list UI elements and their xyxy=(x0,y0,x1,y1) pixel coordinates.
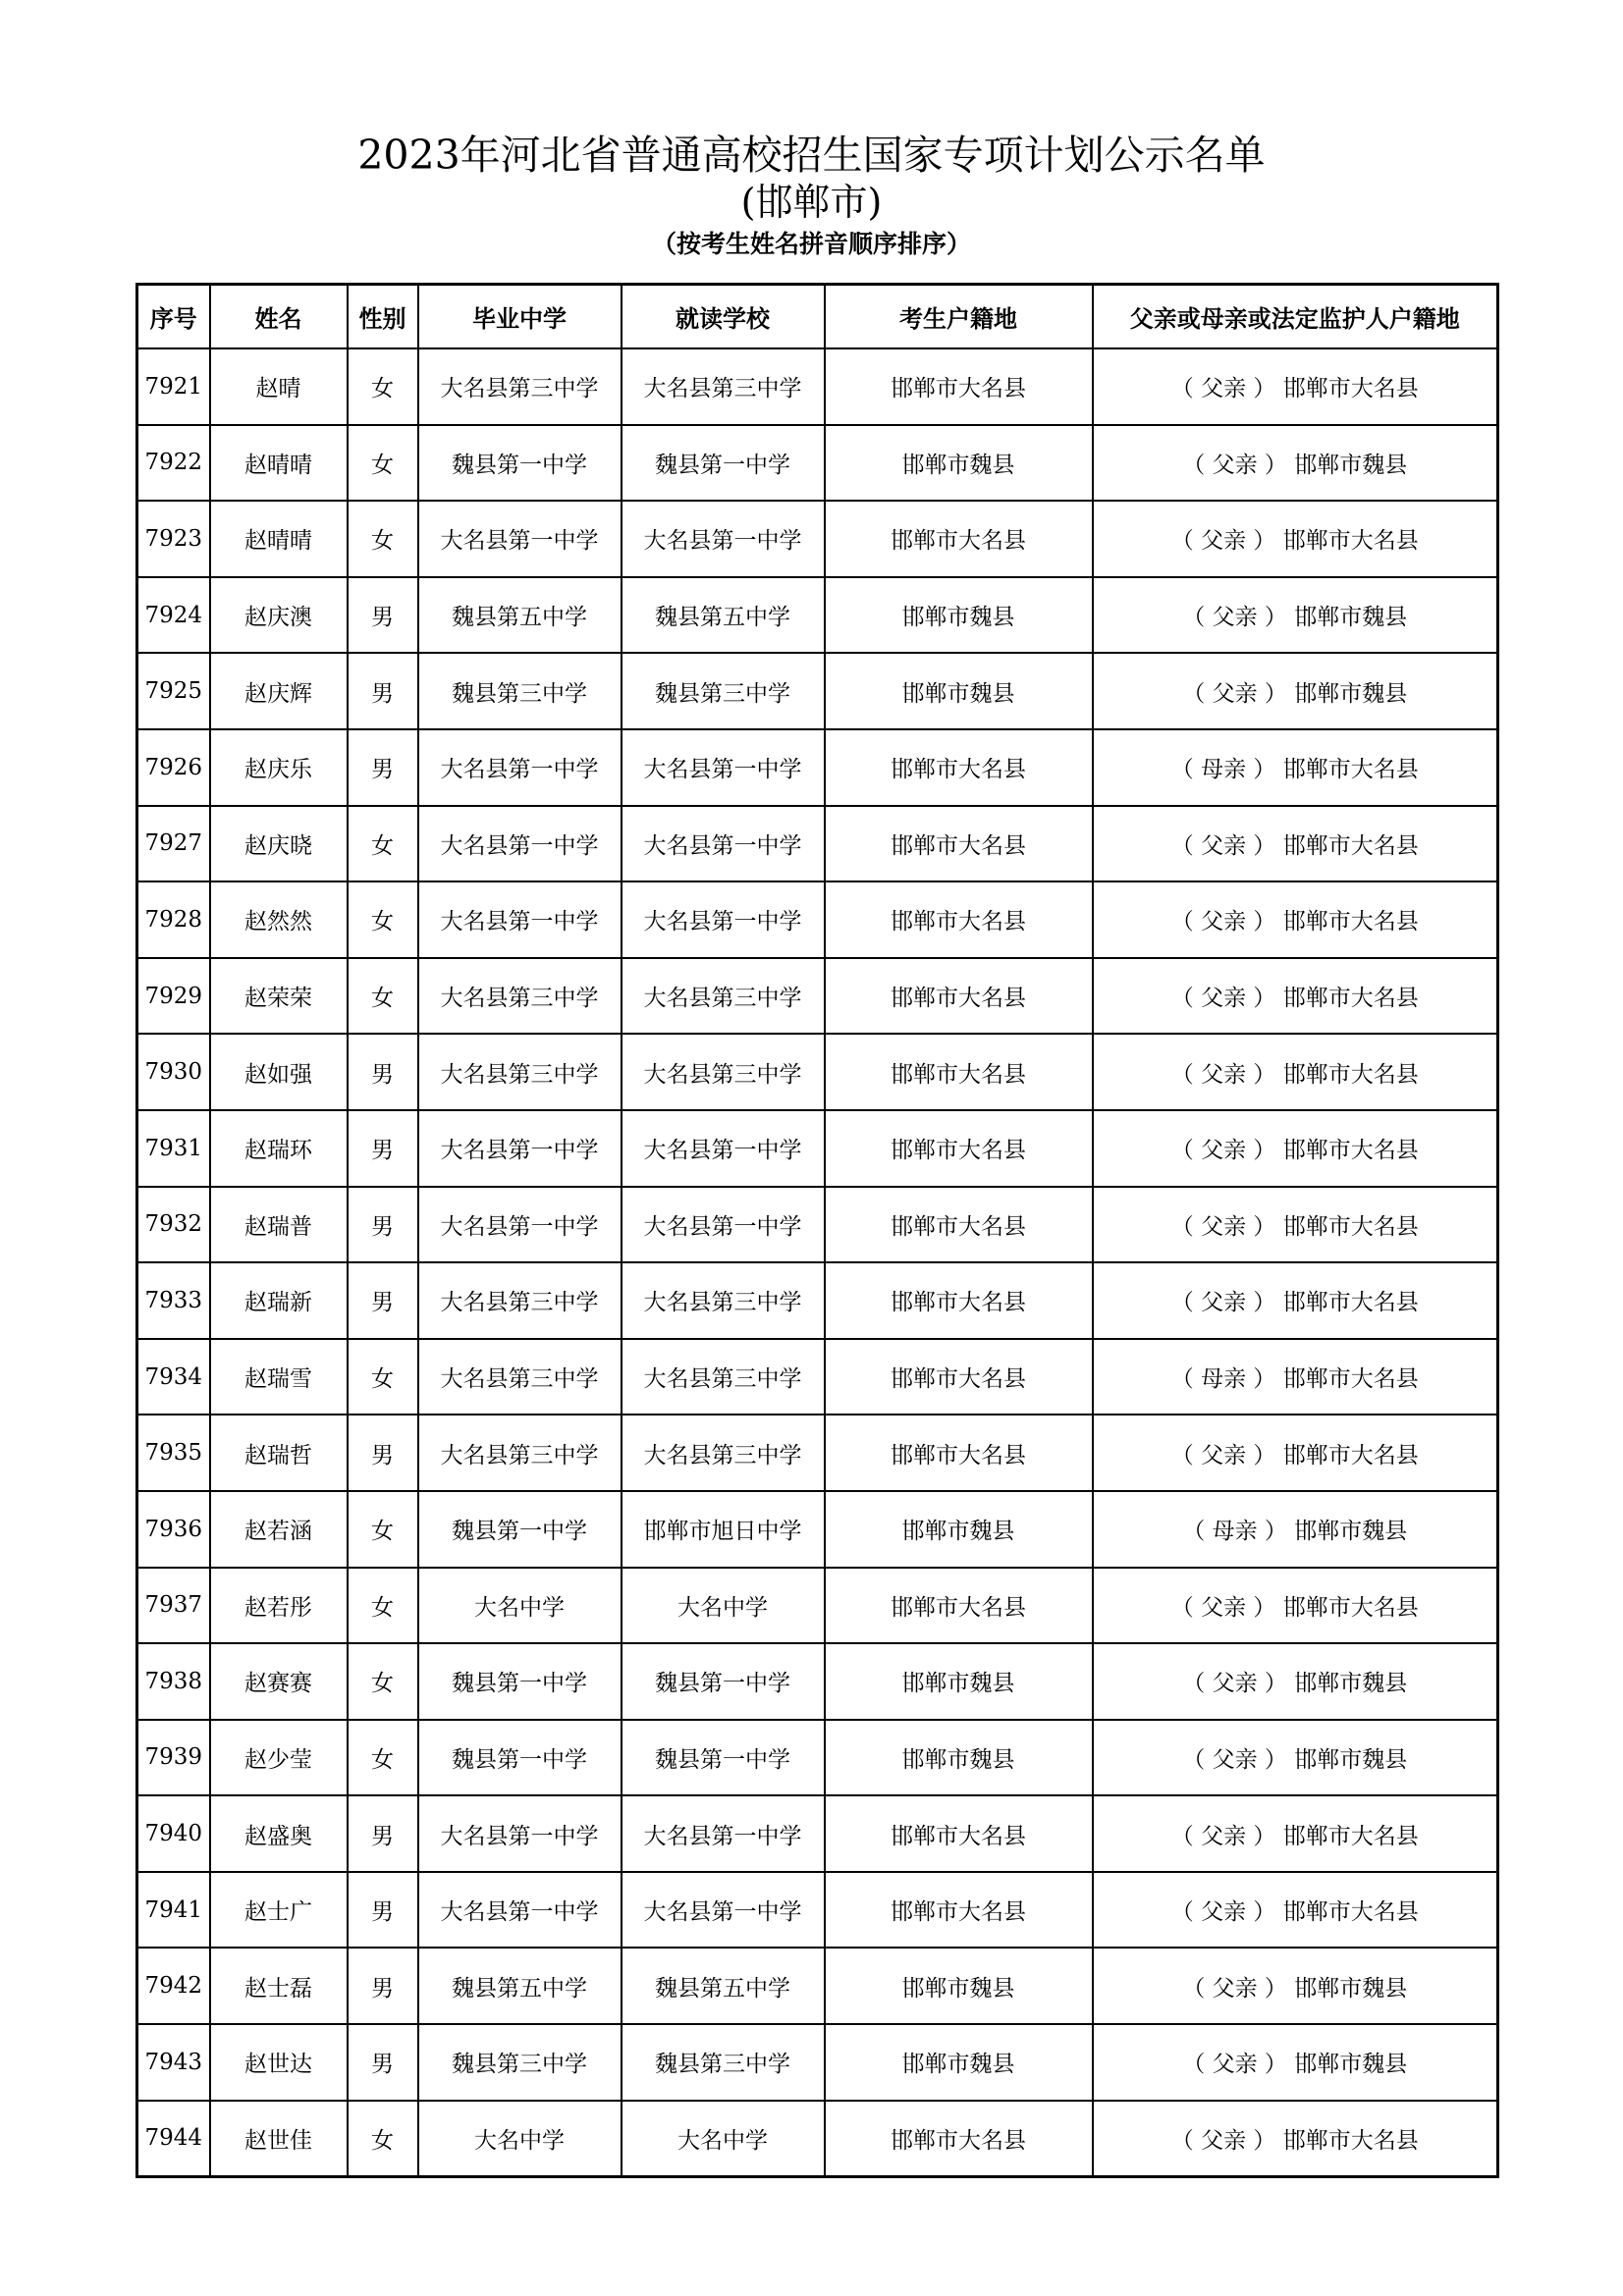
cell-gender: 女 xyxy=(348,1339,418,1415)
table-row xyxy=(137,1339,1498,1415)
cell-current-school: 大名县第三中学 xyxy=(622,1339,825,1415)
cell-name: 赵瑞环 xyxy=(210,1110,348,1187)
cell-guardian-hukou: （ 父亲 ） 邯郸市大名县 xyxy=(1093,1262,1498,1339)
cell-name: 赵少莹 xyxy=(210,1720,348,1796)
cell-current-school: 邯郸市旭日中学 xyxy=(622,1491,825,1568)
cell-name: 赵晴 xyxy=(210,348,348,425)
cell-name: 赵世佳 xyxy=(210,2101,348,2177)
cell-name: 赵瑞普 xyxy=(210,1187,348,1263)
cell-index: 7943 xyxy=(137,2024,210,2101)
cell-student-hukou: 邯郸市魏县 xyxy=(825,425,1093,502)
table-row xyxy=(137,1948,1498,2024)
cell-current-school: 魏县第五中学 xyxy=(622,577,825,654)
table-row xyxy=(137,1643,1498,1720)
cell-gender: 男 xyxy=(348,1034,418,1110)
cell-guardian-hukou: （ 父亲 ） 邯郸市大名县 xyxy=(1093,2101,1498,2177)
cell-name: 赵若涵 xyxy=(210,1491,348,1568)
cell-name: 赵荣荣 xyxy=(210,958,348,1035)
table-row xyxy=(137,1187,1498,1263)
cell-graduation-school: 大名县第一中学 xyxy=(418,1187,622,1263)
cell-gender: 男 xyxy=(348,1262,418,1339)
table-row xyxy=(137,1491,1498,1568)
cell-current-school: 魏县第一中学 xyxy=(622,425,825,502)
cell-current-school: 大名县第三中学 xyxy=(622,1034,825,1110)
cell-graduation-school: 魏县第一中学 xyxy=(418,1720,622,1796)
header-guardian-hukou: 父亲或母亲或法定监护人户籍地 xyxy=(1093,285,1498,349)
cell-current-school: 大名县第三中学 xyxy=(622,348,825,425)
cell-index: 7936 xyxy=(137,1491,210,1568)
cell-current-school: 大名县第一中学 xyxy=(622,1872,825,1949)
cell-gender: 女 xyxy=(348,425,418,502)
cell-name: 赵若彤 xyxy=(210,1568,348,1644)
table-row xyxy=(137,1720,1498,1796)
cell-current-school: 大名县第一中学 xyxy=(622,729,825,806)
cell-index: 7933 xyxy=(137,1262,210,1339)
cell-student-hukou: 邯郸市大名县 xyxy=(825,501,1093,577)
cell-guardian-hukou: （ 父亲 ） 邯郸市大名县 xyxy=(1093,1568,1498,1644)
cell-name: 赵盛奥 xyxy=(210,1795,348,1872)
cell-index: 7935 xyxy=(137,1415,210,1491)
cell-gender: 男 xyxy=(348,729,418,806)
header-student-hukou: 考生户籍地 xyxy=(825,285,1093,349)
cell-name: 赵瑞新 xyxy=(210,1262,348,1339)
cell-gender: 男 xyxy=(348,1415,418,1491)
table-row xyxy=(137,577,1498,654)
cell-current-school: 魏县第一中学 xyxy=(622,1720,825,1796)
cell-name: 赵赛赛 xyxy=(210,1643,348,1720)
cell-index: 7921 xyxy=(137,348,210,425)
cell-current-school: 大名中学 xyxy=(622,1568,825,1644)
cell-current-school: 大名县第一中学 xyxy=(622,881,825,958)
header-graduation-school: 毕业中学 xyxy=(418,285,622,349)
cell-index: 7922 xyxy=(137,425,210,502)
cell-gender: 女 xyxy=(348,501,418,577)
cell-current-school: 魏县第三中学 xyxy=(622,2024,825,2101)
cell-student-hukou: 邯郸市大名县 xyxy=(825,1034,1093,1110)
table-row xyxy=(137,1568,1498,1644)
cell-current-school: 魏县第五中学 xyxy=(622,1948,825,2024)
cell-student-hukou: 邯郸市大名县 xyxy=(825,1795,1093,1872)
cell-graduation-school: 大名县第三中学 xyxy=(418,958,622,1035)
cell-gender: 女 xyxy=(348,1643,418,1720)
cell-guardian-hukou: （ 母亲 ） 邯郸市大名县 xyxy=(1093,1339,1498,1415)
cell-graduation-school: 大名县第一中学 xyxy=(418,729,622,806)
cell-student-hukou: 邯郸市大名县 xyxy=(825,1187,1093,1263)
cell-current-school: 魏县第三中学 xyxy=(622,653,825,729)
cell-graduation-school: 魏县第一中学 xyxy=(418,1491,622,1568)
table-row xyxy=(137,1415,1498,1491)
cell-graduation-school: 大名县第三中学 xyxy=(418,348,622,425)
table-row xyxy=(137,425,1498,502)
cell-student-hukou: 邯郸市大名县 xyxy=(825,806,1093,882)
cell-name: 赵瑞哲 xyxy=(210,1415,348,1491)
cell-guardian-hukou: （ 父亲 ） 邯郸市大名县 xyxy=(1093,1795,1498,1872)
cell-index: 7941 xyxy=(137,1872,210,1949)
cell-index: 7927 xyxy=(137,806,210,882)
cell-student-hukou: 邯郸市魏县 xyxy=(825,1491,1093,1568)
cell-name: 赵庆辉 xyxy=(210,653,348,729)
cell-graduation-school: 魏县第五中学 xyxy=(418,577,622,654)
document-title: 2023年河北省普通高校招生国家专项计划公示名单 xyxy=(357,132,1266,179)
cell-student-hukou: 邯郸市大名县 xyxy=(825,1110,1093,1187)
cell-student-hukou: 邯郸市大名县 xyxy=(825,1415,1093,1491)
table-row xyxy=(137,2024,1498,2101)
cell-gender: 女 xyxy=(348,348,418,425)
cell-gender: 男 xyxy=(348,1948,418,2024)
cell-gender: 女 xyxy=(348,806,418,882)
table-row xyxy=(137,1795,1498,1872)
cell-graduation-school: 魏县第一中学 xyxy=(418,425,622,502)
cell-gender: 女 xyxy=(348,958,418,1035)
table-row xyxy=(137,806,1498,882)
table-row xyxy=(137,501,1498,577)
cell-index: 7929 xyxy=(137,958,210,1035)
cell-guardian-hukou: （ 父亲 ） 邯郸市大名县 xyxy=(1093,1872,1498,1949)
cell-current-school: 大名中学 xyxy=(622,2101,825,2177)
cell-student-hukou: 邯郸市大名县 xyxy=(825,1872,1093,1949)
cell-student-hukou: 邯郸市魏县 xyxy=(825,2024,1093,2101)
cell-current-school: 大名县第一中学 xyxy=(622,806,825,882)
cell-index: 7924 xyxy=(137,577,210,654)
cell-gender: 男 xyxy=(348,1110,418,1187)
cell-gender: 男 xyxy=(348,577,418,654)
cell-current-school: 大名县第一中学 xyxy=(622,1187,825,1263)
cell-guardian-hukou: （ 父亲 ） 邯郸市魏县 xyxy=(1093,425,1498,502)
cell-student-hukou: 邯郸市大名县 xyxy=(825,2101,1093,2177)
table-row xyxy=(137,958,1498,1035)
header-name: 姓名 xyxy=(210,285,348,349)
cell-student-hukou: 邯郸市大名县 xyxy=(825,1568,1093,1644)
cell-index: 7934 xyxy=(137,1339,210,1415)
cell-graduation-school: 魏县第三中学 xyxy=(418,2024,622,2101)
cell-graduation-school: 大名县第三中学 xyxy=(418,1415,622,1491)
cell-name: 赵如强 xyxy=(210,1034,348,1110)
cell-graduation-school: 大名中学 xyxy=(418,1568,622,1644)
table-header-row xyxy=(137,285,1498,349)
cell-guardian-hukou: （ 父亲 ） 邯郸市魏县 xyxy=(1093,1720,1498,1796)
cell-gender: 女 xyxy=(348,1568,418,1644)
cell-name: 赵世达 xyxy=(210,2024,348,2101)
header-gender: 性别 xyxy=(348,285,418,349)
cell-index: 7944 xyxy=(137,2101,210,2177)
cell-guardian-hukou: （ 父亲 ） 邯郸市大名县 xyxy=(1093,1415,1498,1491)
cell-index: 7932 xyxy=(137,1187,210,1263)
cell-name: 赵庆晓 xyxy=(210,806,348,882)
cell-guardian-hukou: （ 父亲 ） 邯郸市魏县 xyxy=(1093,1948,1498,2024)
cell-student-hukou: 邯郸市魏县 xyxy=(825,1643,1093,1720)
cell-index: 7942 xyxy=(137,1948,210,2024)
cell-index: 7925 xyxy=(137,653,210,729)
cell-name: 赵士广 xyxy=(210,1872,348,1949)
cell-current-school: 大名县第三中学 xyxy=(622,1415,825,1491)
table-row xyxy=(137,881,1498,958)
cell-graduation-school: 大名县第三中学 xyxy=(418,1034,622,1110)
cell-student-hukou: 邯郸市大名县 xyxy=(825,1262,1093,1339)
sort-note: （按考生姓名拼音顺序排序） xyxy=(651,230,971,258)
cell-student-hukou: 邯郸市大名县 xyxy=(825,729,1093,806)
cell-name: 赵庆乐 xyxy=(210,729,348,806)
cell-index: 7928 xyxy=(137,881,210,958)
cell-graduation-school: 大名县第三中学 xyxy=(418,1339,622,1415)
cell-graduation-school: 魏县第五中学 xyxy=(418,1948,622,2024)
table-row xyxy=(137,1110,1498,1187)
cell-student-hukou: 邯郸市大名县 xyxy=(825,1339,1093,1415)
cell-graduation-school: 大名县第一中学 xyxy=(418,501,622,577)
cell-guardian-hukou: （ 父亲 ） 邯郸市大名县 xyxy=(1093,806,1498,882)
cell-guardian-hukou: （ 母亲 ） 邯郸市魏县 xyxy=(1093,1491,1498,1568)
cell-student-hukou: 邯郸市大名县 xyxy=(825,348,1093,425)
cell-gender: 女 xyxy=(348,2101,418,2177)
cell-student-hukou: 邯郸市魏县 xyxy=(825,1720,1093,1796)
cell-index: 7938 xyxy=(137,1643,210,1720)
cell-guardian-hukou: （ 母亲 ） 邯郸市大名县 xyxy=(1093,729,1498,806)
cell-graduation-school: 大名县第一中学 xyxy=(418,1795,622,1872)
cell-student-hukou: 邯郸市魏县 xyxy=(825,1948,1093,2024)
cell-graduation-school: 大名县第一中学 xyxy=(418,806,622,882)
cell-student-hukou: 邯郸市大名县 xyxy=(825,958,1093,1035)
table-row xyxy=(137,1034,1498,1110)
cell-name: 赵然然 xyxy=(210,881,348,958)
cell-current-school: 大名县第三中学 xyxy=(622,1262,825,1339)
cell-gender: 男 xyxy=(348,653,418,729)
cell-student-hukou: 邯郸市魏县 xyxy=(825,653,1093,729)
cell-guardian-hukou: （ 父亲 ） 邯郸市大名县 xyxy=(1093,348,1498,425)
cell-student-hukou: 邯郸市魏县 xyxy=(825,577,1093,654)
cell-name: 赵士磊 xyxy=(210,1948,348,2024)
cell-graduation-school: 大名县第一中学 xyxy=(418,881,622,958)
cell-current-school: 大名县第一中学 xyxy=(622,501,825,577)
cell-graduation-school: 魏县第一中学 xyxy=(418,1643,622,1720)
table-row xyxy=(137,1262,1498,1339)
cell-guardian-hukou: （ 父亲 ） 邯郸市魏县 xyxy=(1093,653,1498,729)
cell-graduation-school: 大名县第一中学 xyxy=(418,1872,622,1949)
cell-name: 赵晴晴 xyxy=(210,501,348,577)
roster-table xyxy=(135,283,1499,2178)
cell-graduation-school: 魏县第三中学 xyxy=(418,653,622,729)
cell-current-school: 大名县第一中学 xyxy=(622,1110,825,1187)
cell-guardian-hukou: （ 父亲 ） 邯郸市大名县 xyxy=(1093,881,1498,958)
cell-name: 赵瑞雪 xyxy=(210,1339,348,1415)
cell-guardian-hukou: （ 父亲 ） 邯郸市魏县 xyxy=(1093,1643,1498,1720)
cell-guardian-hukou: （ 父亲 ） 邯郸市魏县 xyxy=(1093,577,1498,654)
cell-graduation-school: 大名中学 xyxy=(418,2101,622,2177)
cell-guardian-hukou: （ 父亲 ） 邯郸市大名县 xyxy=(1093,958,1498,1035)
cell-current-school: 大名县第一中学 xyxy=(622,1795,825,1872)
table-body xyxy=(137,348,1498,2177)
cell-current-school: 大名县第三中学 xyxy=(622,958,825,1035)
cell-guardian-hukou: （ 父亲 ） 邯郸市大名县 xyxy=(1093,1187,1498,1263)
document-subtitle: (邯郸市) xyxy=(740,181,883,224)
table-row xyxy=(137,348,1498,425)
cell-graduation-school: 大名县第一中学 xyxy=(418,1110,622,1187)
cell-gender: 男 xyxy=(348,2024,418,2101)
cell-guardian-hukou: （ 父亲 ） 邯郸市大名县 xyxy=(1093,1034,1498,1110)
cell-index: 7937 xyxy=(137,1568,210,1644)
cell-gender: 男 xyxy=(348,1795,418,1872)
cell-gender: 女 xyxy=(348,1720,418,1796)
cell-index: 7931 xyxy=(137,1110,210,1187)
table-row xyxy=(137,729,1498,806)
cell-name: 赵庆澳 xyxy=(210,577,348,654)
header-current-school: 就读学校 xyxy=(622,285,825,349)
header-index: 序号 xyxy=(137,285,210,349)
cell-gender: 男 xyxy=(348,1187,418,1263)
table-row xyxy=(137,1872,1498,1949)
cell-index: 7939 xyxy=(137,1720,210,1796)
cell-gender: 男 xyxy=(348,1872,418,1949)
cell-guardian-hukou: （ 父亲 ） 邯郸市大名县 xyxy=(1093,501,1498,577)
cell-current-school: 魏县第一中学 xyxy=(622,1643,825,1720)
cell-index: 7930 xyxy=(137,1034,210,1110)
cell-graduation-school: 大名县第三中学 xyxy=(418,1262,622,1339)
table-row xyxy=(137,653,1498,729)
cell-name: 赵晴晴 xyxy=(210,425,348,502)
cell-student-hukou: 邯郸市大名县 xyxy=(825,881,1093,958)
cell-guardian-hukou: （ 父亲 ） 邯郸市大名县 xyxy=(1093,1110,1498,1187)
table-row xyxy=(137,2101,1498,2177)
cell-gender: 女 xyxy=(348,1491,418,1568)
cell-index: 7940 xyxy=(137,1795,210,1872)
cell-index: 7926 xyxy=(137,729,210,806)
cell-gender: 女 xyxy=(348,881,418,958)
cell-index: 7923 xyxy=(137,501,210,577)
cell-guardian-hukou: （ 父亲 ） 邯郸市魏县 xyxy=(1093,2024,1498,2101)
